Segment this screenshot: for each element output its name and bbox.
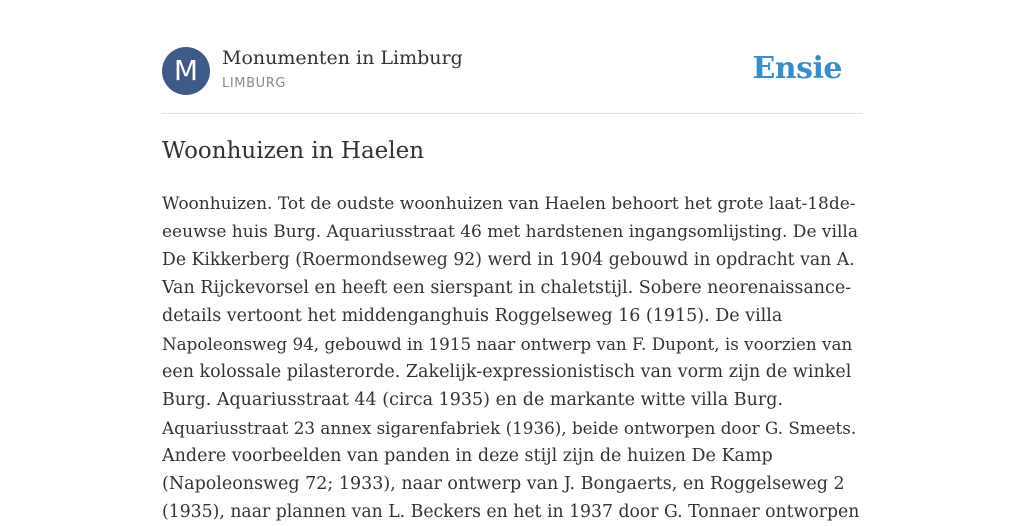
article-line: eeuwse huis Burg. Aquariusstraat 46 met hardstenen ingangsomlijsting. De villa [162, 222, 858, 242]
source-title-link[interactable]: Monumenten in Limburg [222, 47, 463, 69]
article-line: Woonhuizen. Tot de oudste woonhuizen van Haelen behoort het grote laat-18de- [162, 194, 856, 214]
article-line: (1935), naar plannen van L. Beckers en het in 1937 door G. Tonnaer ontworpen [162, 502, 860, 522]
article-line: Aquariusstraat 23 annex sigarenfabriek (1936), beide ontworpen door G. Smeets. [162, 418, 857, 438]
ensie-logo[interactable]: Ensie [752, 51, 842, 86]
article-line: (Napoleonsweg 72; 1933), naar ontwerp van J. Bongaerts, en Roggelseweg 2 [162, 474, 845, 494]
source-avatar[interactable]: M [162, 47, 210, 95]
article-line: een kolossale pilasterorde. Zakelijk-expressionistisch van vorm zijn de winkel [162, 362, 852, 382]
source-subtitle: LIMBURG [222, 76, 287, 91]
source-header [162, 47, 862, 95]
article-line: Van Rijckevorsel en heeft een sierspant in chaletstijl. Sobere neorenaissance- [162, 278, 852, 298]
header-divider [162, 113, 862, 114]
article-body [162, 190, 862, 526]
article-line: Andere voorbeelden van panden in deze stijl zijn de huizen De Kamp [162, 446, 773, 466]
article-line: details vertoont het middenganghuis Roggelseweg 16 (1915). De villa [162, 306, 783, 326]
article-line: Burg. Aquariusstraat 44 (circa 1935) en de markante witte villa Burg. [162, 390, 784, 410]
article-title: Woonhuizen in Haelen [162, 138, 425, 164]
article-line: De Kikkerberg (Roermondseweg 92) werd in 1904 gebouwd in opdracht van A. [162, 250, 855, 270]
article-line: Napoleonsweg 94, gebouwd in 1915 naar ontwerp van F. Dupont, is voorzien van [162, 334, 853, 354]
